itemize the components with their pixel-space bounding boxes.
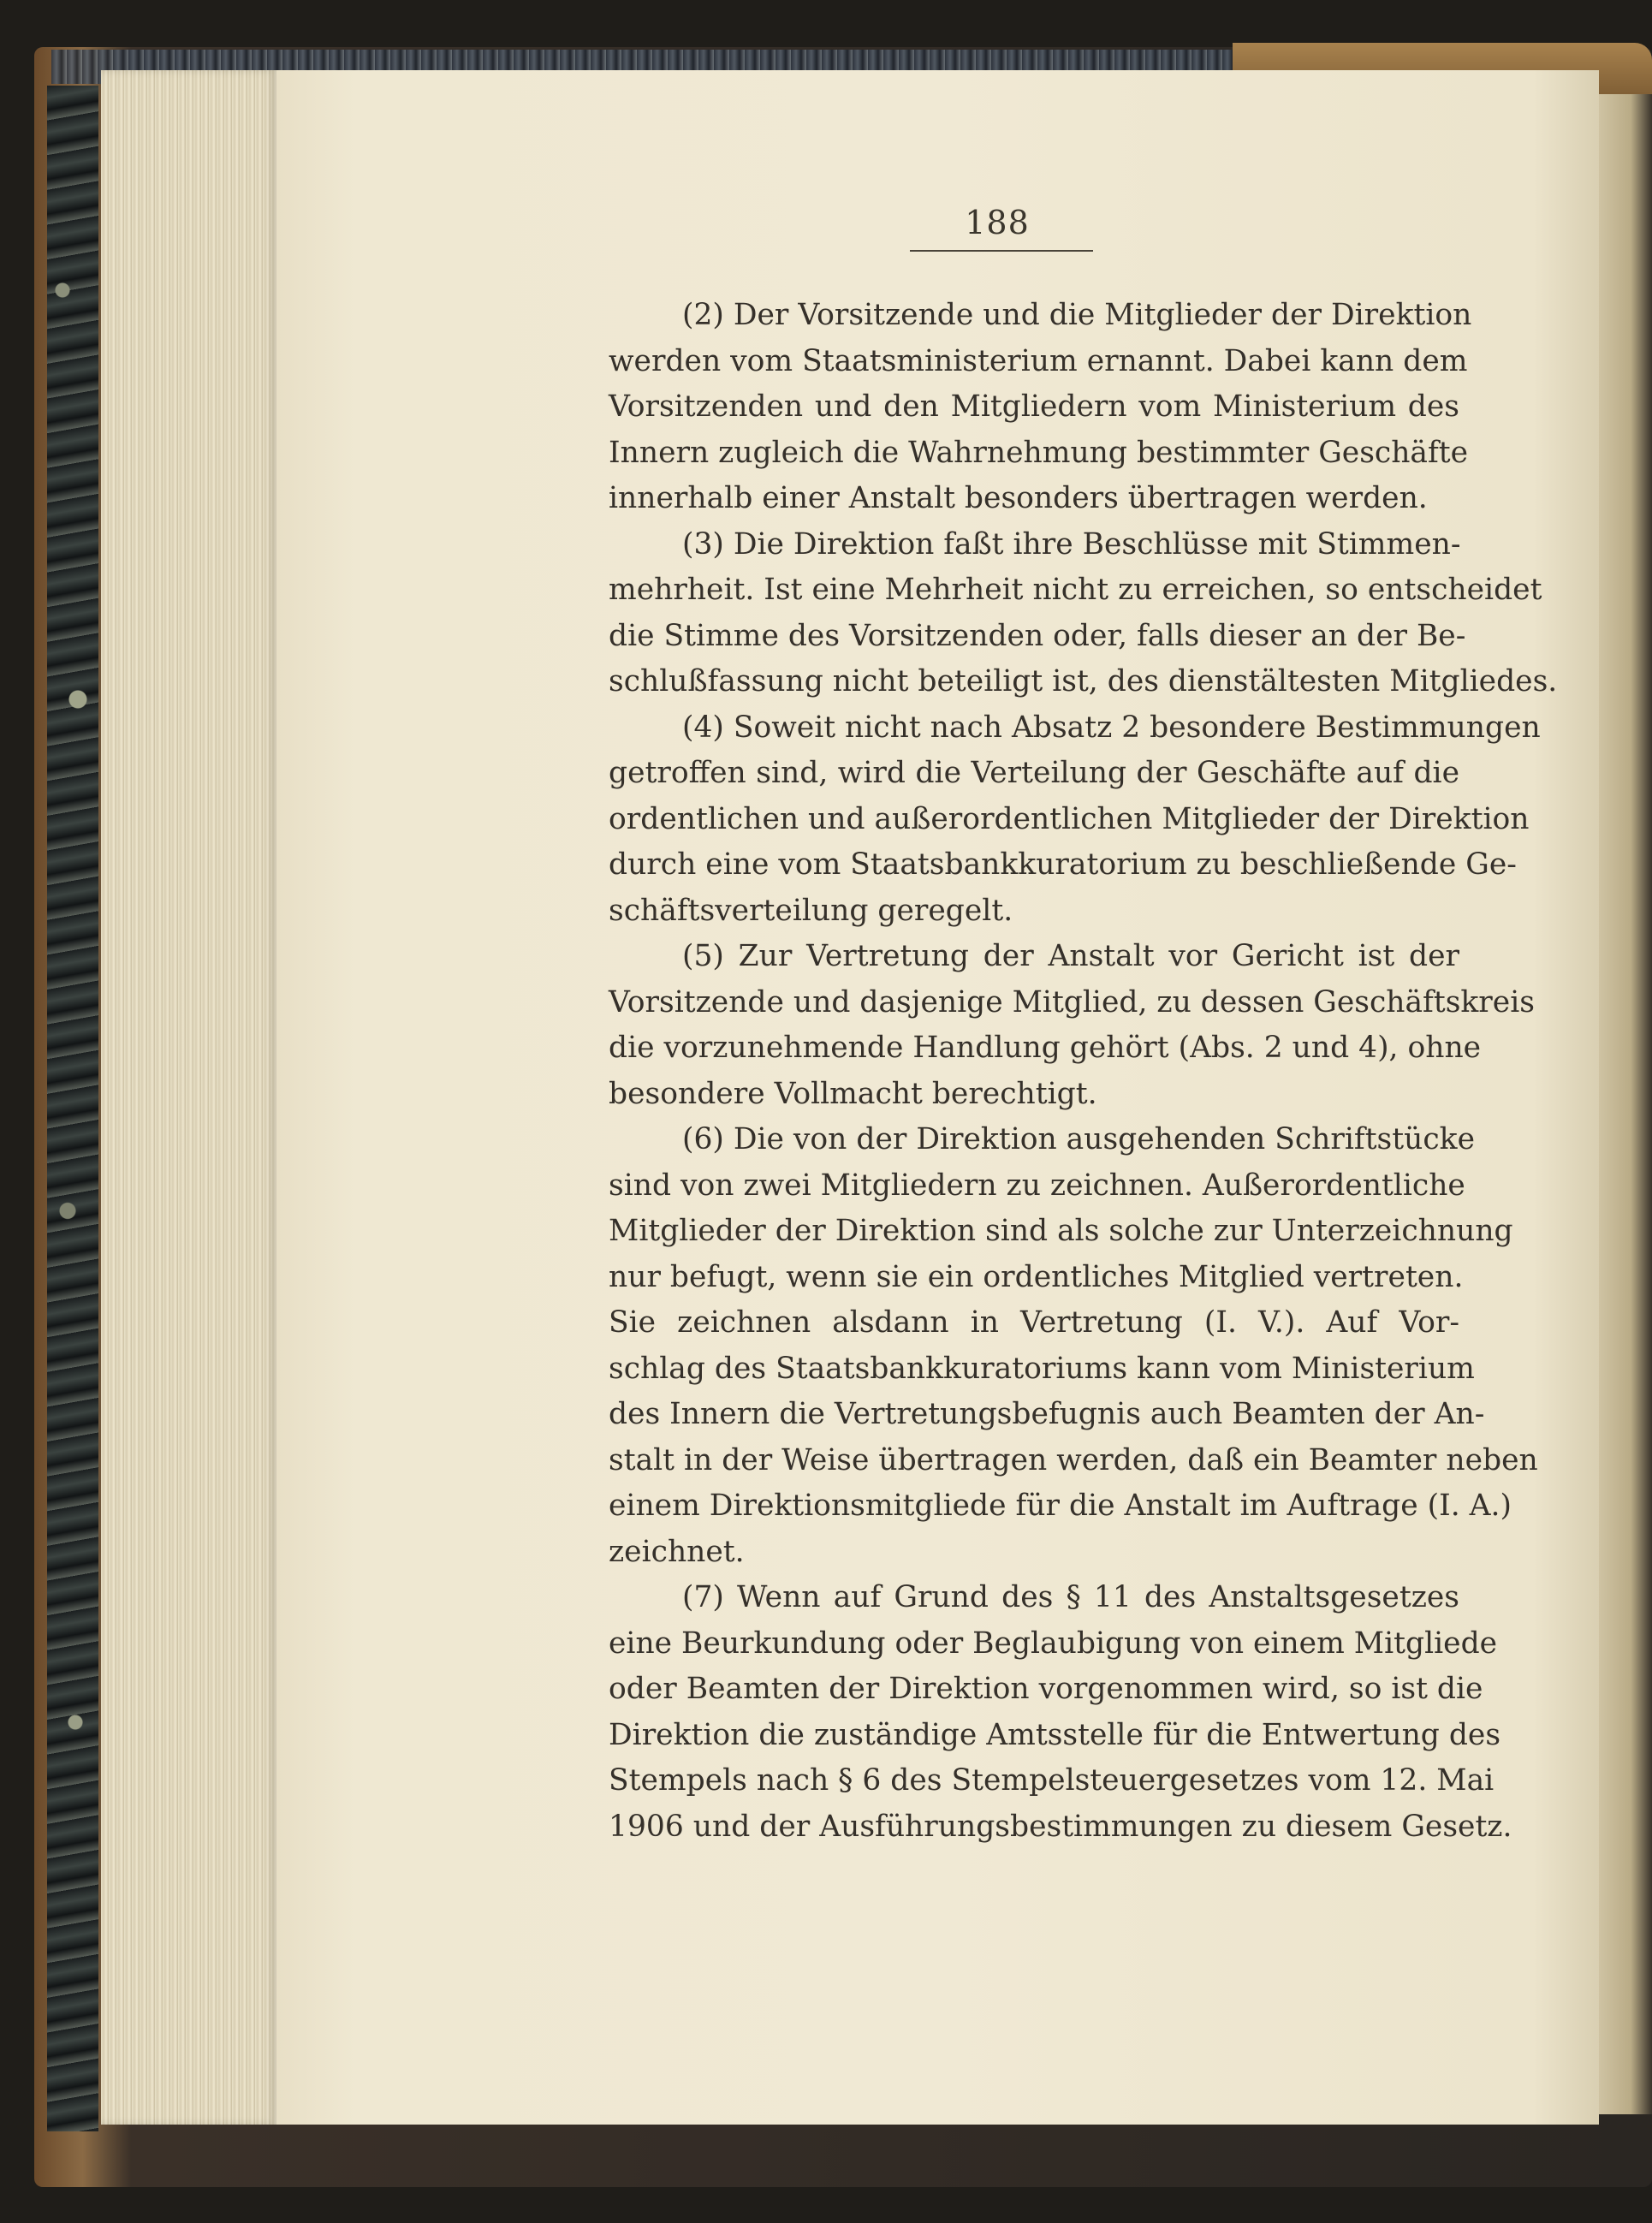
page-edges xyxy=(101,70,276,2125)
text-line: zeichnet. xyxy=(609,1534,745,1569)
paragraph-p6 xyxy=(535,1117,1538,1575)
text-line: eine Beurkundung oder Beglaubigung von einem Mitgliede xyxy=(609,1626,1498,1661)
text-line: Mitglieder der Direktion sind als solche zur Unterzeichnung xyxy=(609,1214,1513,1248)
page-number-rule xyxy=(910,250,1093,252)
text-line: oder Beamten der Direktion vorgenommen wird, so ist die xyxy=(609,1672,1483,1706)
text-line: des Innern die Vertretungsbefugnis auch Beamten der An- xyxy=(609,1397,1485,1431)
text-line: 1906 und der Ausführungsbestimmungen zu diesem Gesetz. xyxy=(609,1809,1512,1844)
text-line: (2) Der Vorsitzende und die Mitglieder der Direktion xyxy=(682,298,1472,332)
text-line: die Stimme des Vorsitzenden oder, falls dieser an der Be- xyxy=(609,618,1466,653)
text-line: besondere Vollmacht berechtigt. xyxy=(609,1076,1097,1111)
text-line: Sie zeichnen alsdann in Vertretung (I. V.). Auf Vor- xyxy=(609,1305,1459,1340)
text-line: (4) Soweit nicht nach Absatz 2 besondere Bestimmungen xyxy=(682,710,1541,745)
text-line: (6) Die von der Direktion ausgehenden Schriftstücke xyxy=(682,1122,1475,1156)
text-line: schlußfassung nicht beteiligt ist, des dienstältesten Mitgliedes. xyxy=(609,664,1558,698)
paragraph-p3 xyxy=(535,522,1558,705)
page-text xyxy=(535,293,1558,1850)
text-line: ordentlichen und außerordentlichen Mitglieder der Direktion xyxy=(609,801,1530,836)
text-line: innerhalb einer Anstalt besonders übertragen werden. xyxy=(609,481,1428,515)
text-line: Vorsitzenden und den Mitgliedern vom Ministerium des xyxy=(609,389,1459,424)
text-line: Stempels nach § 6 des Stempelsteuergesetzes vom 12. Mai xyxy=(609,1763,1495,1798)
text-line: mehrheit. Ist eine Mehrheit nicht zu erreichen, so entscheidet xyxy=(609,573,1542,607)
paragraph-p2 xyxy=(535,293,1472,522)
text-line: durch eine vom Staatsbankkuratorium zu beschließende Ge- xyxy=(609,847,1517,882)
text-line: die vorzunehmende Handlung gehört (Abs. 2 und 4), ohne xyxy=(609,1031,1482,1065)
text-line: nur befugt, wenn sie ein ordentliches Mitglied vertreten. xyxy=(609,1259,1464,1294)
next-page-edge xyxy=(1599,94,1652,2114)
paragraph-p7 xyxy=(535,1575,1512,1850)
text-line: Direktion die zuständige Amtsstelle für die Entwertung des xyxy=(609,1717,1501,1752)
page-number: 188 xyxy=(965,204,1030,241)
text-line: Innern zugleich die Wahrnehmung bestimmter Geschäfte xyxy=(609,435,1469,470)
marbled-endpaper xyxy=(47,86,98,2131)
text-line: einem Direktionsmitgliede für die Anstalt im Auftrage (I. A.) xyxy=(609,1489,1512,1523)
text-line: (3) Die Direktion faßt ihre Beschlüsse mit Stimmen- xyxy=(682,526,1461,562)
paragraph-p4 xyxy=(535,705,1541,935)
text-line: schlag des Staatsbankkuratoriums kann vom Ministerium xyxy=(609,1351,1475,1386)
text-line: sind von zwei Mitgliedern zu zeichnen. Außerordentliche xyxy=(609,1168,1465,1203)
text-line: werden vom Staatsministerium ernannt. Dabei kann dem xyxy=(609,343,1468,378)
text-line: (7) Wenn auf Grund des § 11 des Anstaltsgesetzes xyxy=(682,1580,1459,1614)
paragraph-p5 xyxy=(535,934,1535,1117)
text-line: (5) Zur Vertretung der Anstalt vor Gericht ist der xyxy=(682,939,1459,973)
text-line: getroffen sind, wird die Verteilung der Geschäfte auf die xyxy=(609,756,1459,790)
text-line: schäftsverteilung geregelt. xyxy=(609,893,1013,928)
text-line: Vorsitzende und dasjenige Mitglied, zu dessen Geschäftskreis xyxy=(609,984,1535,1019)
text-line: stalt in der Weise übertragen werden, daß ein Beamter neben xyxy=(609,1442,1538,1477)
